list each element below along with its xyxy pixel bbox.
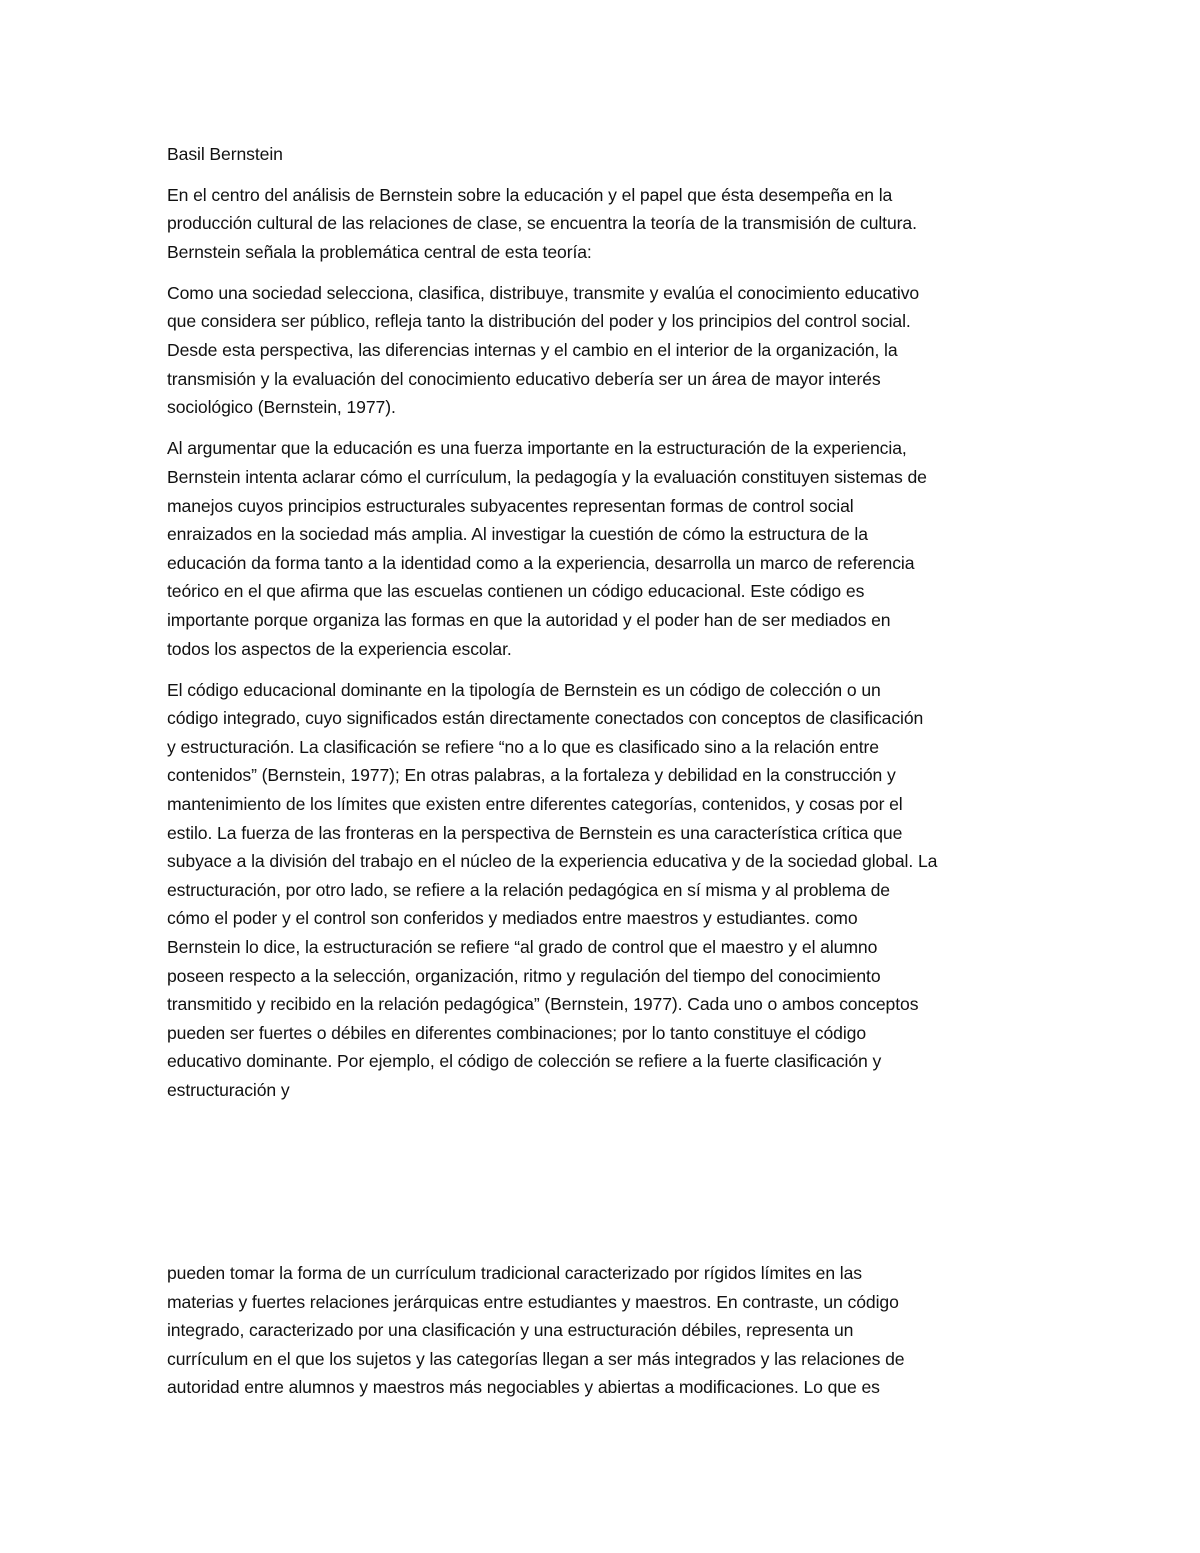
continuation-section (167, 1259, 1035, 1402)
document-title: Basil Bernstein (167, 144, 283, 164)
document-body (167, 140, 1035, 1117)
paragraph-1: En el centro del análisis de Bernstein sobre la educación y el papel que ésta desempeña en la producción cultural de las relaciones de clase, se encuentra la teoría de la transmisión de cultura. Bernstein señala la problemática central de esta teoría: (167, 184, 917, 262)
paragraph-2-quote: Como una sociedad selecciona, clasifica, distribuye, transmite y evalúa el conocimiento educativo que considera ser público, refleja tanto la distribución del poder y los principios del control social. Desde esta perspectiva, las diferencias internas y el cambio en el interior de la organización, la transmisión y la evaluación del conocimiento educativo debería ser un área de mayor interés sociológico (Bernstein, 1977). (167, 282, 920, 418)
paragraph-5-continuation: pueden tomar la forma de un currículum tradicional caracterizado por rígidos límites en las materias y fuertes relaciones jerárquicas entre estudiantes y maestros. En contraste, un código integrado, caracterizado por una clasificación y una estructuración débiles, representa un currículum en el que los sujetos y las categorías llegan a ser más integrados y las relaciones de autoridad entre alumnos y maestros más negociables y abiertas a modificaciones. Lo que es (167, 1263, 905, 1398)
paragraph-3: Al argumentar que la educación es una fuerza importante en la estructuración de la experiencia, Bernstein intenta aclarar cómo el currículum, la pedagogía y la evaluación constituyen sistemas de manejos cuyos principios estructurales subyacentes representan formas de control social enraizados en la sociedad más amplia. Al investigar la cuestión de cómo la estructura de la educación da forma tanto a la identidad como a la experiencia, desarrolla un marco de referencia teórico en el que afirma que las escuelas contienen un código educacional. Este código es importante porque organiza las formas en que la autoridad y el poder han de ser mediados en todos los aspectos de la experiencia escolar. (167, 438, 927, 659)
paragraph-4: El código educacional dominante en la tipología de Bernstein es un código de colección o un código integrado, cuyo significados están directamente conectados con conceptos de clasificación y estructuración. La clasificación se refiere “no a lo que es clasificado sino a la relación entre contenidos” (Bernstein, 1977); En otras palabras, a la fortaleza y debilidad en la construcción y mantenimiento de los límites que existen entre diferentes categorías, contenidos, y cosas por el estilo. La fuerza de las fronteras en la perspectiva de Bernstein es una característica crítica que subyace a la división del trabajo en el núcleo de la experiencia educativa y de la sociedad global. La estructuración, por otro lado, se refiere a la relación pedagógica en sí misma y al problema de cómo el poder y el control son conferidos y mediados entre maestros y estudiantes. como Bernstein lo dice, la estructuración se refiere “al grado de control que el maestro y el alumno poseen respecto a la selección, organización, ritmo y regulación del tiempo del conocimiento transmitido y recibido en la relación pedagógica” (Bernstein, 1977). Cada uno o ambos conceptos pueden ser fuertes o débiles en diferentes combinaciones; por lo tanto constituye el código educativo dominante. Por ejemplo, el código de colección se refiere a la fuerte clasificación y estructuración y (167, 679, 938, 1100)
